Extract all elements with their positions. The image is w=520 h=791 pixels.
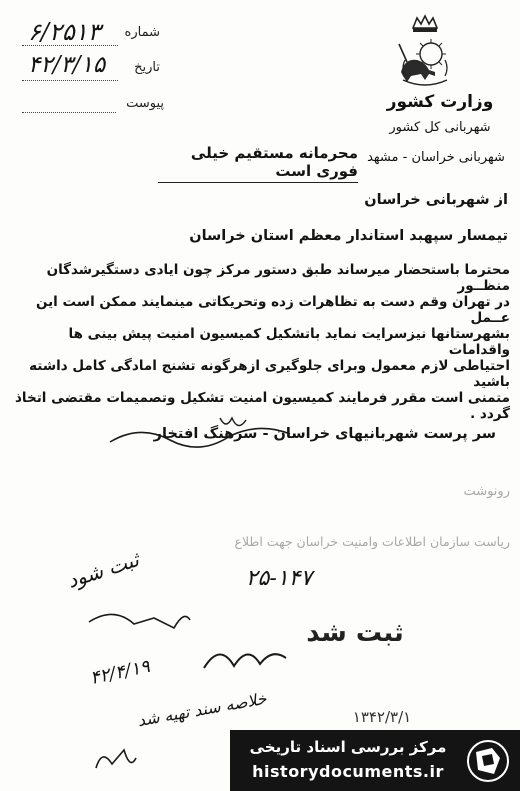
date-handwritten: ۴۲/۳/۱۵ bbox=[28, 52, 106, 78]
to-line: تیمسار سپهبد استاندار معظم استان خراسان bbox=[189, 228, 508, 244]
number-handwritten: ۶/۲۵۱۳ bbox=[28, 18, 101, 46]
copy-recipient: ریاست سازمان اطلاعات وامنیت خراسان جهت اطلاع bbox=[234, 534, 510, 549]
police-branch: شهربانی خراسان - مشهد bbox=[367, 150, 505, 165]
ministry-title: وزارت کشور bbox=[386, 92, 494, 112]
handwritten-number: ۲۵-۱۴۷ bbox=[245, 566, 313, 591]
classification-heading: محرمانه مستقیم خیلی فوری است bbox=[158, 144, 358, 183]
lion-and-sun-emblem-icon bbox=[395, 14, 455, 88]
police-hq: شهربانی کل کشور bbox=[389, 120, 491, 135]
body-line: در تهران وقم دست به تظاهرات زده وتحریکاتی مینمایند ممکن است این عــمل bbox=[35, 294, 510, 326]
handwritten-mark-icon bbox=[90, 740, 140, 776]
registered-stamp: ثبت شد bbox=[306, 618, 404, 648]
date-line bbox=[22, 80, 118, 81]
body-line: احتیاطی لازم معمول وبرای جلوگیری ازهرگونه تشنج امادگی کامل داشته باشید bbox=[29, 358, 510, 390]
handwritten-register-note: ثبت شود bbox=[64, 547, 142, 593]
stamp-date: ۱۳۴۲/۳/۱ bbox=[352, 708, 412, 726]
copy-heading: رونوشت bbox=[463, 484, 510, 499]
from-line: از شهربانی خراسان bbox=[364, 192, 508, 208]
signature-line: سر پرست شهربانیهای خراسان - سرهنگ افتخار bbox=[153, 426, 496, 442]
handwritten-date: ۴۲/۴/۱۹ bbox=[88, 655, 152, 690]
signature-scribble-icon bbox=[100, 412, 300, 452]
attachment-line bbox=[22, 112, 116, 113]
archive-logo-icon bbox=[464, 738, 512, 784]
watermark-url: historydocuments.ir bbox=[252, 762, 444, 781]
body-line: متمنی است مقرر فرمایند کمیسیون امنیت تشکیل وتصمیمات مقتضی اتخاذ گردد . bbox=[14, 390, 510, 422]
handwritten-initials-icon bbox=[200, 638, 290, 678]
handwritten-scribble-icon bbox=[84, 598, 194, 638]
date-label: تاریخ bbox=[134, 60, 160, 75]
attachment-label: پیوست bbox=[126, 96, 164, 111]
watermark-title: مرکز بررسی اسناد تاریخی bbox=[249, 738, 447, 756]
body-line: بشهرستانها نیزسرایت نماید باتشکیل کمیسیون امنیت پیش بینی ها واقدامات bbox=[68, 326, 510, 358]
body-line: محترما باستحضار میرساند طبق دستور مرکز چون ایادی دستگیرشدگان منظــور bbox=[46, 262, 510, 294]
number-label: شماره bbox=[124, 25, 160, 40]
summary-note: خلاصه سند تهیه شد bbox=[136, 688, 268, 731]
